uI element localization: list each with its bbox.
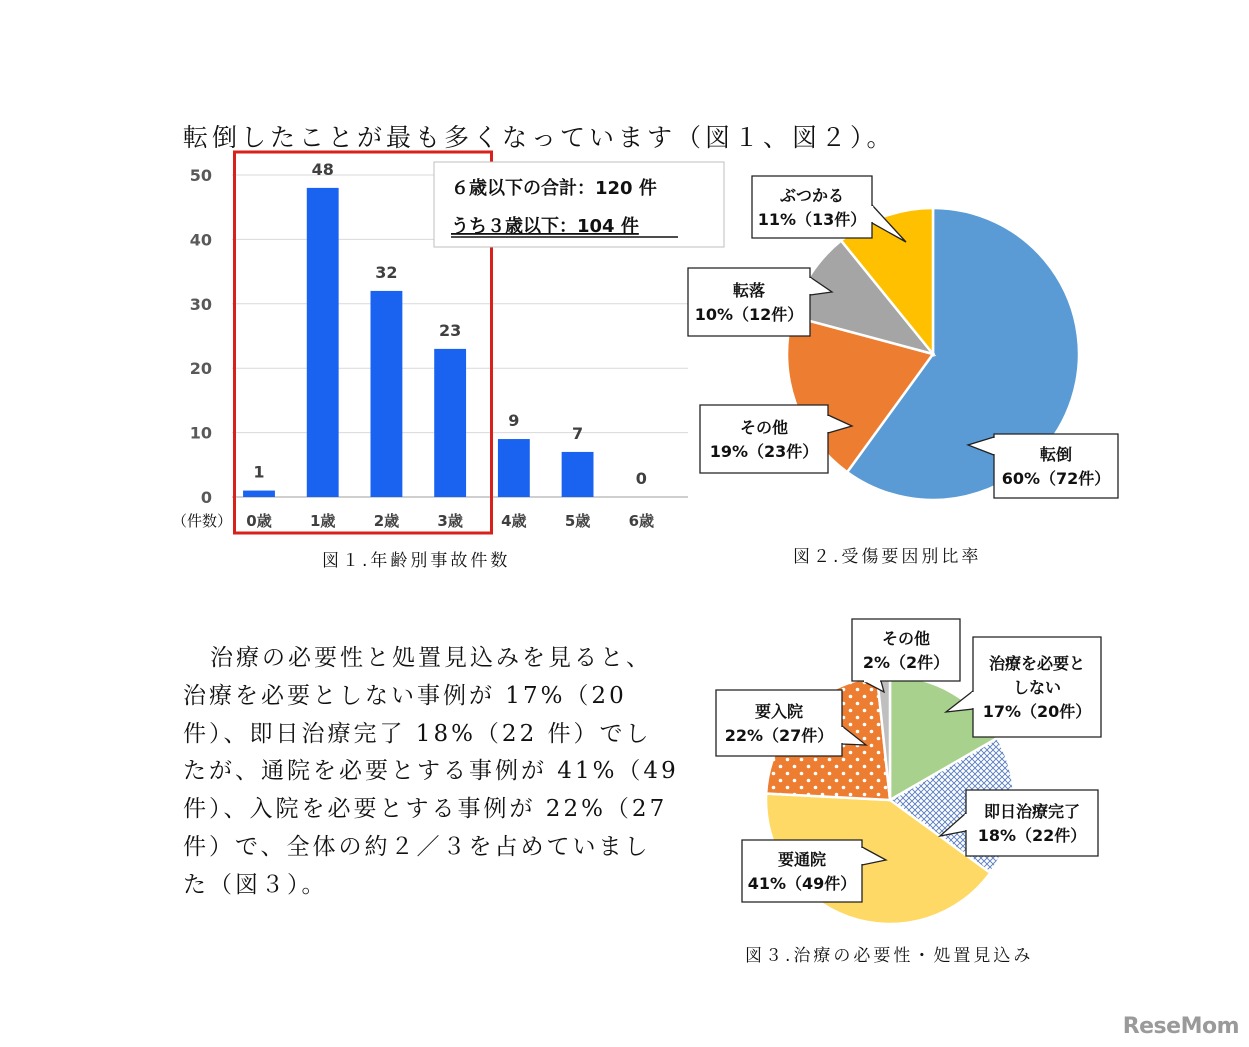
summary-under3: うち３歳以下：104 件 [451,216,639,237]
callout-label: その他 [881,629,931,648]
summary-total: ６歳以下の合計：120 件 [451,178,657,199]
paragraph-line: た（図３）。 [183,871,328,898]
data-label: 48 [311,159,334,179]
paragraph-line: 治療の必要性と処置見込みを見ると、 [210,645,652,671]
paragraph-line: 治療を必要としない事例が 17%（20 [183,682,627,709]
x-tick-label: 6歳 [628,512,655,530]
callout-label: 転倒 [1039,445,1073,464]
y-axis-label: （件数） [172,512,233,530]
caption-fig3: 図３.治療の必要性・処置見込み [745,946,1034,966]
callout-label: 17%（20件） [982,702,1092,721]
intro-text: 転倒したことが最も多くなっています（図１、図２）。 [183,123,896,152]
callout-label: 2%（2件） [862,653,950,672]
callout-label: 60%（72件） [1001,469,1111,488]
data-label: 7 [572,423,584,443]
resemom-logo: ReseMom [1122,1014,1239,1039]
callout-box [716,690,842,756]
x-tick-label: 3歳 [437,512,463,530]
callout-box [966,790,1098,856]
callout-label: 要入院 [754,702,804,721]
data-label: 23 [439,320,462,340]
x-tick-label: 2歳 [373,512,400,530]
paragraph-line: たが、通院を必要とする事例が 41%（49 [183,758,679,785]
y-tick-label: 20 [189,359,212,379]
y-tick-label: 0 [200,488,212,507]
body-paragraph [183,640,683,905]
caption-fig1: 図１.年齢別事故件数 [322,551,511,571]
callout-label: その他 [739,418,789,437]
paragraph-line: 件）、入院を必要とする事例が 22%（27 [183,796,668,823]
y-tick-label: 10 [189,423,212,443]
caption-fig2: 図２.受傷要因別比率 [793,547,982,567]
data-label: 32 [375,262,398,282]
paragraph-line: 件）、即日治療完了 18%（22 件）でし [183,720,652,747]
callout-label: 転落 [732,281,766,300]
x-tick-label: 5歳 [564,512,591,530]
y-tick-label: 30 [189,294,212,314]
callout-label: 22%（27件） [724,726,834,745]
callout-label: 18%（22件） [977,826,1087,845]
data-label: 9 [508,411,520,431]
data-label: 1 [253,462,265,482]
callout-label: 治療を必要と [988,654,1086,673]
callout-label: 要通院 [777,850,827,869]
callout-label: しない [1012,678,1062,697]
x-tick-label: 4歳 [501,512,527,530]
callout-label: 11%（13件） [757,210,867,229]
callout-label: 10%（12件） [694,305,804,324]
data-label: 0 [635,469,647,488]
callout-label: 19%（23件） [709,442,819,461]
x-tick-label: 0歳 [246,512,272,530]
paragraph-line: 件）で、全体の約２／３を占めていまし [183,833,651,860]
y-tick-label: 50 [189,166,212,185]
y-tick-label: 40 [189,230,212,250]
callout-label: 41%（49件） [747,874,857,893]
callout-label: 即日治療完了 [983,802,1081,821]
x-tick-label: 1歳 [309,512,336,530]
callout-label: ぶつかる [779,186,845,205]
